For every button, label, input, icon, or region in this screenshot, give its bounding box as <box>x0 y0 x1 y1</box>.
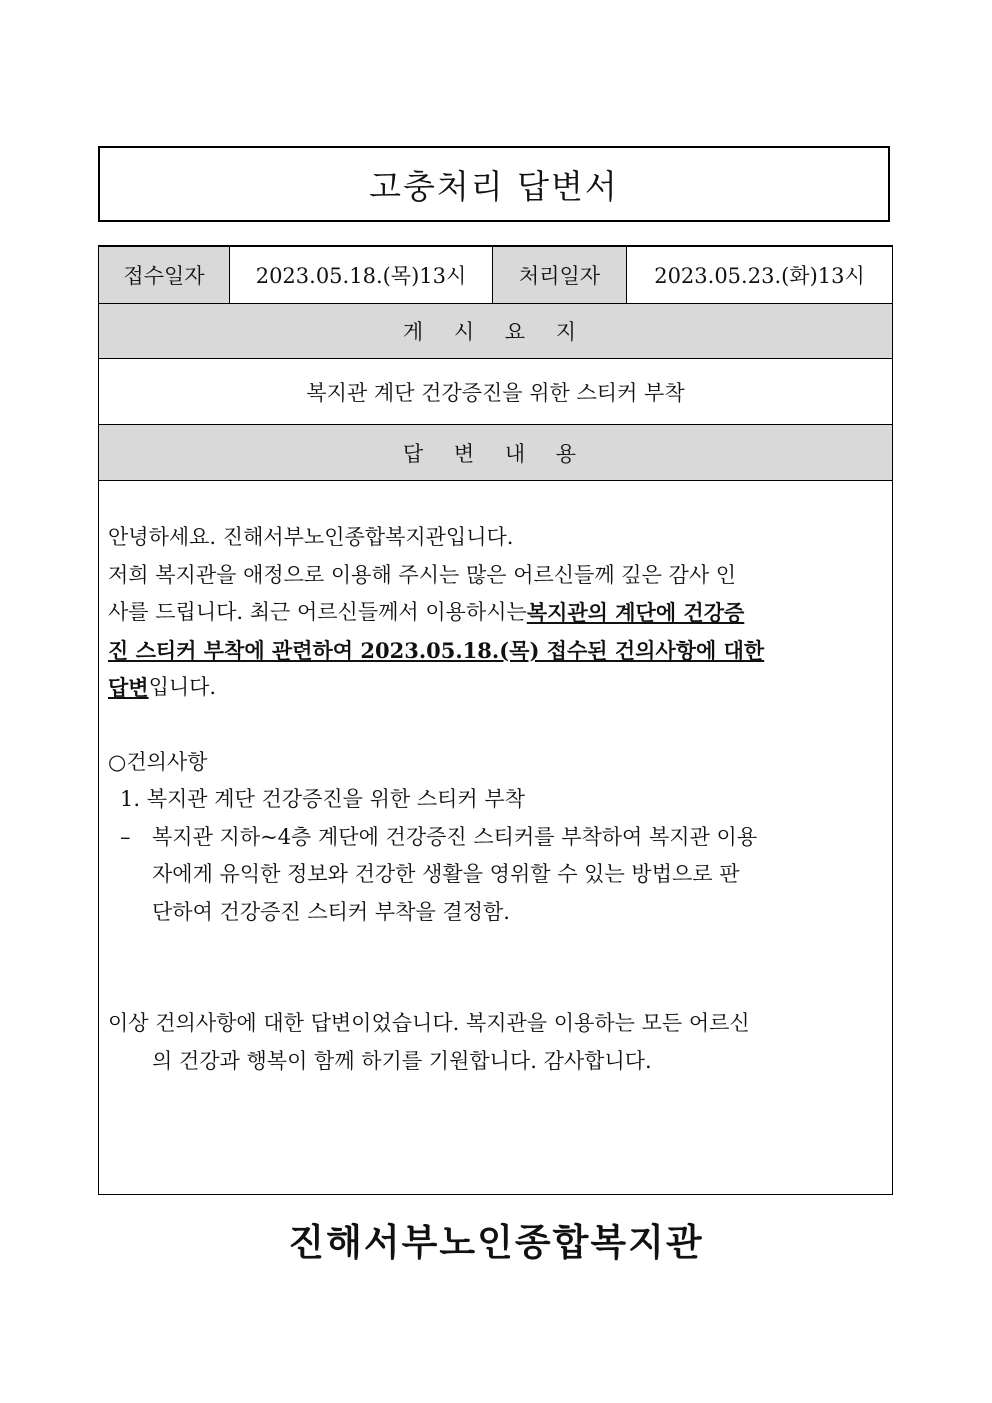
organization-name: 진해서부노인종합복지관 <box>288 1220 704 1264</box>
para1-line2 <box>108 594 884 632</box>
complaint-response-form <box>98 245 893 1195</box>
section-heading: ○건의사항 <box>108 749 208 774</box>
detail-line1: 복지관 지하~4층 계단에 건강증진 스티커를 부착하여 복지관 이용 <box>152 824 758 849</box>
list-item-1: 1. 복지관 계단 건강증진을 위한 스티커 부착 <box>120 787 525 811</box>
processed-date-label: 처리일자 <box>493 246 627 304</box>
para1-line2-plain: 사를 드립니다. 최근 어르신들께서 이용하시는 <box>108 600 527 624</box>
answer-content-label: 답 변 내 용 <box>99 425 893 481</box>
processed-date-value: 2023.05.23.(화)13시 <box>627 246 893 304</box>
para1-line3-bold: 진 스티커 부착에 관련하여 2023.05.18.(목) 접수된 건의사항에 대한 <box>108 637 765 663</box>
detail-line3: 단하여 건강증진 스티커 부착을 결정함. <box>152 899 510 924</box>
closing-line2: 의 건강과 행복이 함께 하기를 기원합니다. 감사합니다. <box>152 1048 652 1073</box>
detail-line1-row <box>108 819 884 857</box>
answer-body <box>99 481 892 1080</box>
para1-line1-text: 저희 복지관을 애정으로 이용해 주시는 많은 어르신들께 깊은 감사 인 <box>108 562 737 587</box>
closing-line1: 이상 건의사항에 대한 답변이었습니다. 복지관을 이용하는 모든 어르신 <box>108 1011 750 1035</box>
para1-line3 <box>108 632 884 670</box>
para1-line4 <box>108 669 884 707</box>
para1-line1 <box>108 557 884 595</box>
para1-line2-bold: 복지관의 계단에 건강증 <box>526 600 745 625</box>
posting-summary-value: 복지관 계단 건강증진을 위한 스티커 부착 <box>99 359 893 425</box>
answer-content-cell <box>99 481 893 1195</box>
para1-line4-plain: 입니다. <box>148 675 217 699</box>
detail-line2: 자에게 유익한 정보와 건강한 생활을 영위할 수 있는 방법으로 판 <box>152 862 740 886</box>
para1-line4-bold: 답변 <box>108 675 149 700</box>
dash-marker: – <box>120 824 131 849</box>
received-date-label: 접수일자 <box>99 246 230 304</box>
received-date-value: 2023.05.18.(목)13시 <box>230 246 493 304</box>
greeting-line: 안녕하세요. 진해서부노인종합복지관입니다. <box>108 525 514 549</box>
posting-summary-label: 게 시 요 지 <box>99 304 893 359</box>
document-title: 고충처리 답변서 <box>98 146 890 222</box>
